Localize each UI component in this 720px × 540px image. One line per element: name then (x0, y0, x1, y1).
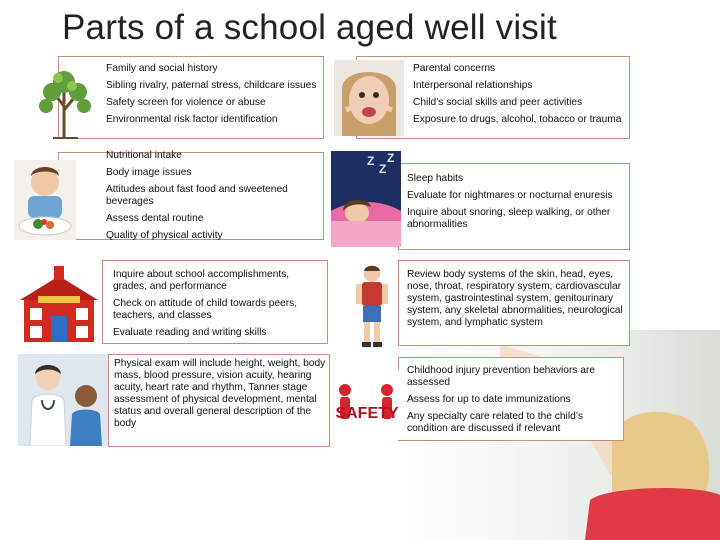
page-title: Parts of a school aged well visit (62, 8, 557, 47)
box-line: Assess for up to date immunizations (407, 394, 571, 405)
box-line: Evaluate for nightmares or nocturnal enuresis (407, 190, 613, 201)
school-box (102, 260, 328, 344)
box-line: Review body systems of the skin, head, eyes, nose, throat, respiratory system, cardiovascular system, gastrointestinal system, genitourinary system, any skeletal abnormalities, neurological system, and lymphatic system (407, 269, 623, 328)
box-line: Environmental risk factor identification (106, 114, 278, 125)
box-line: Evaluate reading and writing skills (113, 327, 267, 338)
box-line: Inquire about snoring, sleep walking, or other abnormalities (407, 207, 611, 230)
standing-boy-illustration (352, 262, 392, 350)
box-line: Quality of physical activity (106, 230, 223, 241)
box-line: Exposure to drugs, alcohol, tobacco or trauma (413, 114, 622, 125)
doctor-with-child-photo (18, 354, 108, 446)
box-line: Assess dental routine (106, 213, 204, 224)
box-line: Safety screen for violence or abuse (106, 97, 266, 108)
box-line: Childhood injury prevention behaviors are assessed (407, 365, 596, 388)
child-sleeping-photo (331, 151, 401, 247)
box-line: Physical exam will include height, weight, body mass, blood pressure, vision acuity, hearing acuity, heart rate and rhythm, Tanner stage assessment of physical development, mental status and overall general description of the body (114, 358, 326, 429)
physical-exam-box (108, 354, 330, 447)
schoolhouse-icon (18, 264, 100, 344)
box-line: Check on attitude of child towards peers, teachers, and classes (113, 298, 298, 321)
box-line: Interpersonal relationships (413, 80, 533, 91)
svg-text:Z: Z (379, 162, 387, 176)
sleep-box (398, 163, 630, 250)
nutrition-box (58, 152, 324, 240)
child-making-face-photo (334, 60, 404, 136)
box-line: Sibling rivalry, paternal stress, childcare issues (106, 80, 317, 91)
injury-prevention-box (398, 357, 624, 441)
box-line: Any specialty care related to the child’s condition are discussed if relevant (407, 411, 583, 434)
box-line: Sleep habits (407, 173, 464, 184)
box-line: Inquire about school accomplishments, grades, and performance (113, 269, 290, 292)
box-line: Child’s social skills and peer activities (413, 97, 583, 108)
box-line: Body image issues (106, 167, 192, 178)
box-line: Attitudes about fast food and sweetened beverages (106, 184, 288, 207)
svg-text:Z: Z (367, 154, 375, 168)
box-line: Parental concerns (413, 63, 496, 74)
box-line: Nutritional intake (106, 150, 182, 161)
systems-review-box (398, 260, 630, 346)
safety-word: SAFETY (335, 405, 399, 422)
safety-letters-icon (335, 370, 399, 440)
svg-text:Z: Z (387, 151, 395, 165)
child-with-vegetables-photo (14, 160, 76, 240)
family-tree-icon (28, 60, 103, 140)
box-line: Family and social history (106, 63, 218, 74)
